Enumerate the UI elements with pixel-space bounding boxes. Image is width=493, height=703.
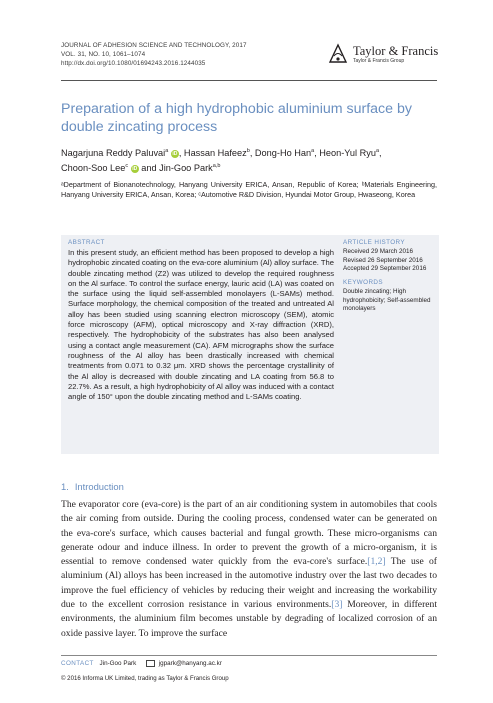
keywords-text: Double zincating; High hydrophobicity; Self-assembled monolayers (343, 288, 431, 313)
doi-link[interactable]: http://dx.doi.org/10.1080/01694243.2016.1244035 (61, 60, 206, 68)
section-heading-introduction (61, 481, 124, 492)
author-affil-sup: a (375, 148, 380, 154)
author-name[interactable]: , Hassan Hafeez (178, 148, 247, 159)
history-accepted: Accepted 29 September 2016 (343, 264, 427, 272)
journal-title: JOURNAL OF ADHESION SCIENCE AND TECHNOLOGY, 2017 (61, 42, 247, 49)
journal-volume: VOL. 31, NO. 10, 1061–1074 (61, 51, 146, 59)
section-title: Introduction (74, 481, 124, 492)
publisher-name: Taylor & Francis (353, 44, 439, 58)
contact-name: Jin-Goo Park (99, 660, 137, 668)
contact-email[interactable]: jgpark@hanyang.ac.kr (158, 660, 222, 668)
author-list (61, 145, 437, 176)
keywords-heading: KEYWORDS (343, 279, 383, 287)
orcid-icon[interactable]: iD (132, 166, 138, 173)
affiliations: ᵃDepartment of Bionanotechnology, Hanyang University ERICA, Ansan, Republic of Korea; ᵇMaterials Engineering, Hanyang University ERICA, Ansan, Korea; ᶜAutomotive R&D Division, Hyundai Motor Group, Hwaseong, Korea (61, 180, 437, 199)
author-name[interactable]: , Heon-Yul Ryu (314, 148, 376, 159)
abstract-section (68, 239, 334, 402)
history-revised: Revised 26 September 2016 (343, 256, 423, 264)
author-affil-sup: b (246, 148, 250, 154)
citation-link[interactable]: [3] (331, 599, 343, 611)
author-name[interactable]: , Dong-Ho Han (249, 148, 312, 159)
publisher-logo-icon (327, 42, 349, 66)
history-heading: ARTICLE HISTORY (343, 239, 405, 246)
paragraph-text: The evaporator core (eva-core) is the part of an air conditioning system in automobiles that cools the air coming from outside. During the cooling process, condensed water can be generated on the eva-core's surface, which causes bacterial and fungal growth. These micro-organisms can generate odour and induce illness. In order to prevent the growth of a micro-organism, it is essential to remove condensed water quickly from the eva-core's surface. (61, 499, 437, 568)
publisher-group: Taylor & Francis Group (353, 58, 405, 64)
contact-label: CONTACT (61, 660, 94, 668)
orcid-icon[interactable]: iD (172, 150, 178, 157)
article-title: Preparation of a high hydrophobic aluminium surface by double zincating process (61, 101, 412, 135)
footer-divider (61, 655, 437, 656)
section-number: 1. (61, 481, 69, 492)
author-name[interactable]: Choon-Soo Lee (61, 163, 126, 174)
journal-header (61, 41, 247, 69)
copyright-notice: © 2016 Informa UK Limited, trading as Taylor & Francis Group (61, 675, 229, 682)
author-affil-sup: a (311, 148, 315, 154)
author-affil-sup: a (165, 148, 169, 154)
paragraph-text: Moreover, in different environments, the aluminium film becomes unstable by degrading of localized corrosion of an oxide passive layer. To improve the surface (61, 599, 437, 639)
abstract-box (61, 235, 439, 454)
author-affil-sup: c (125, 163, 129, 170)
article-meta (343, 239, 435, 313)
author-affil-sup: a,b (212, 163, 221, 170)
introduction-paragraph (61, 498, 437, 641)
publisher-logo (327, 42, 437, 66)
email-icon (146, 660, 155, 667)
abstract-text: In this present study, an efficient method has been proposed to develop a high hydrophobic zincated coating on the eva-core aluminium (Al) alloy surface. The double zincating method (Z2) was utilized to develop the required roughness on the Al surface. To control the surface energy, lauric acid (LA) was coated on the surface using the liquid self-assembled monolayers (L-SAMs) method. Surface morphology, the chemical composition of the treated and untreated Al alloy has been studied using scanning electron microscopy (SEM), atomic force microscopy (AFM), optical microscopy and X-ray diffraction (XRD), respectively. The hydrophobicity of the substrates has also been analysed using a contact angle measurement (CA). AFM micrographs show the surface roughness of the Al alloy has been drastically increased with chemical treatments from 0.071 to 0.32 μm. XRD shows the percentage crystallinity of the Al alloy is decreased with double zincating and LA coating from 56.8 to 22.7%. As a result, a high hydrophobicity of Al alloy was induced with a contact angle of 150° upon the double zincating method and L-SAMs coating. (68, 248, 334, 402)
contact-line (61, 660, 222, 667)
header-divider (61, 80, 437, 81)
abstract-heading: ABSTRACT (68, 239, 105, 246)
author-name[interactable]: Nagarjuna Reddy Paluvai (61, 148, 166, 159)
paragraph-text: The use of aluminium (Al) alloys has been increased in the automotive industry over the last two decades to improve the fuel efficiency of vehicles by reducing their weight and increasing the workability due to the excellent corrosion resistance in various environments. (61, 556, 438, 611)
author-name[interactable]: and Jin-Goo Park (138, 163, 213, 174)
author-separator: , (379, 148, 382, 159)
history-received: Received 29 March 2016 (343, 248, 414, 256)
citation-link[interactable]: [1,2] (367, 556, 386, 568)
